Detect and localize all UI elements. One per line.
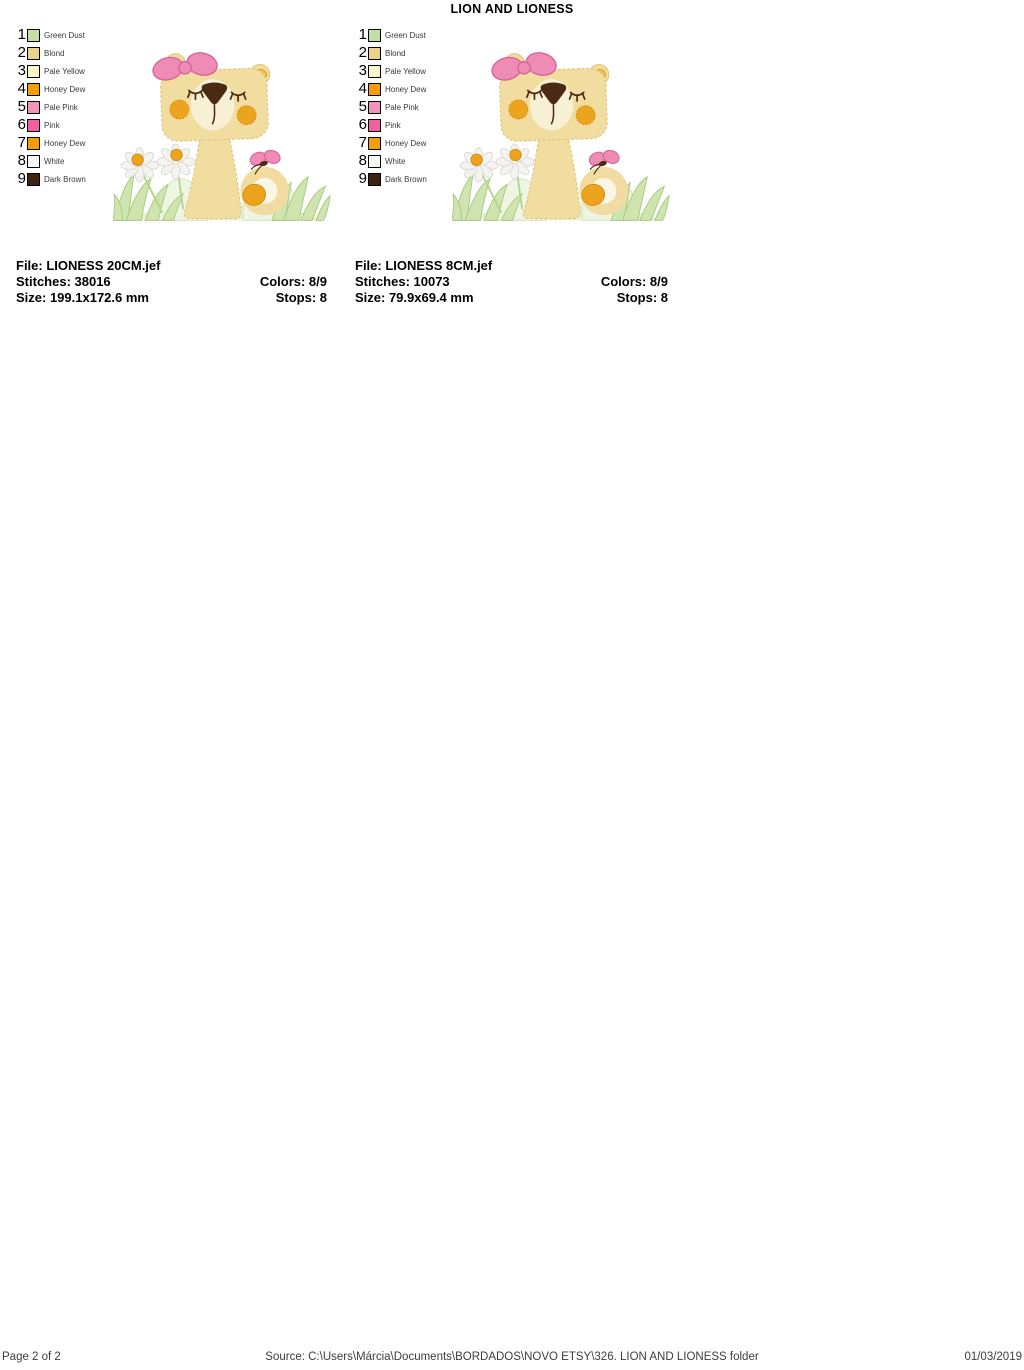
thread-color-swatch (27, 65, 40, 78)
thread-color-name: Pale Yellow (385, 66, 426, 76)
thread-color-swatch (27, 173, 40, 186)
thread-number: 3 (358, 62, 367, 79)
thread-color-name: White (44, 156, 65, 166)
thread-number: 1 (358, 26, 367, 43)
thread-number: 6 (358, 116, 367, 133)
thread-color-name: Honey Dew (44, 138, 86, 148)
design-size: Size: 79.9x69.4 mm (355, 290, 474, 305)
thread-number: 5 (358, 98, 367, 115)
thread-color-name: Green Dust (385, 30, 426, 40)
design-info-20cm (16, 258, 327, 306)
thread-color-swatch (27, 29, 40, 42)
thread-color-name: Pale Pink (385, 102, 419, 112)
thread-color-name: Pale Pink (44, 102, 78, 112)
color-count: Colors: 8/9 (600, 274, 668, 289)
lioness-embroidery-image (113, 42, 331, 232)
page-title: LION AND LIONESS (450, 2, 574, 16)
thread-color-swatch (27, 137, 40, 150)
thread-color-swatch (368, 119, 381, 132)
stop-count: Stops: 8 (616, 290, 668, 305)
source-path: Source: C:\Users\Márcia\Documents\BORDADOS\NOVO ETSY\326. LION AND LIONESS folder (265, 1351, 759, 1363)
thread-color-swatch (368, 173, 381, 186)
stitch-count: Stitches: 10073 (355, 274, 450, 289)
thread-color-name: White (385, 156, 406, 166)
thread-color-swatch (27, 119, 40, 132)
thread-number: 7 (17, 134, 26, 151)
thread-color-name: Green Dust (44, 30, 85, 40)
lioness-design-preview-8cm (452, 42, 670, 232)
thread-color-swatch (368, 155, 381, 168)
file-name: File: LIONESS 8CM.jef (355, 258, 493, 273)
thread-number: 9 (358, 170, 367, 187)
thread-color-name: Honey Dew (385, 138, 427, 148)
design-size: Size: 199.1x172.6 mm (16, 290, 149, 305)
design-info-8cm (355, 258, 668, 306)
thread-number: 5 (17, 98, 26, 115)
thread-number: 3 (17, 62, 26, 79)
thread-color-swatch (368, 29, 381, 42)
thread-color-name: Honey Dew (44, 84, 86, 94)
thread-color-swatch (27, 155, 40, 168)
thread-number: 8 (358, 152, 367, 169)
thread-color-name: Pale Yellow (44, 66, 85, 76)
thread-color-name: Pink (385, 120, 401, 130)
thread-number: 1 (17, 26, 26, 43)
thread-color-swatch (368, 101, 381, 114)
thread-color-name: Blond (385, 48, 406, 58)
page-number: Page 2 of 2 (2, 1351, 61, 1363)
thread-color-swatch (27, 83, 40, 96)
thread-color-swatch (368, 65, 381, 78)
thread-color-name: Dark Brown (44, 174, 86, 184)
thread-number: 6 (17, 116, 26, 133)
thread-number: 4 (17, 80, 26, 97)
thread-number: 9 (17, 170, 26, 187)
stop-count: Stops: 8 (275, 290, 327, 305)
color-count: Colors: 8/9 (259, 274, 327, 289)
lioness-embroidery-image (452, 42, 670, 232)
thread-color-name: Honey Dew (385, 84, 427, 94)
thread-color-name: Pink (44, 120, 60, 130)
thread-color-swatch (368, 47, 381, 60)
thread-color-name: Dark Brown (385, 174, 427, 184)
thread-color-swatch (368, 137, 381, 150)
lioness-design-preview-20cm (113, 42, 331, 232)
thread-color-name: Blond (44, 48, 65, 58)
file-name: File: LIONESS 20CM.jef (16, 258, 161, 273)
stitch-count: Stitches: 38016 (16, 274, 111, 289)
thread-number: 8 (17, 152, 26, 169)
thread-color-swatch (27, 47, 40, 60)
thread-number: 7 (358, 134, 367, 151)
thread-number: 4 (358, 80, 367, 97)
thread-color-swatch (27, 101, 40, 114)
thread-number: 2 (358, 44, 367, 61)
thread-number: 2 (17, 44, 26, 61)
thread-color-swatch (368, 83, 381, 96)
print-date: 01/03/2019 (964, 1351, 1022, 1363)
